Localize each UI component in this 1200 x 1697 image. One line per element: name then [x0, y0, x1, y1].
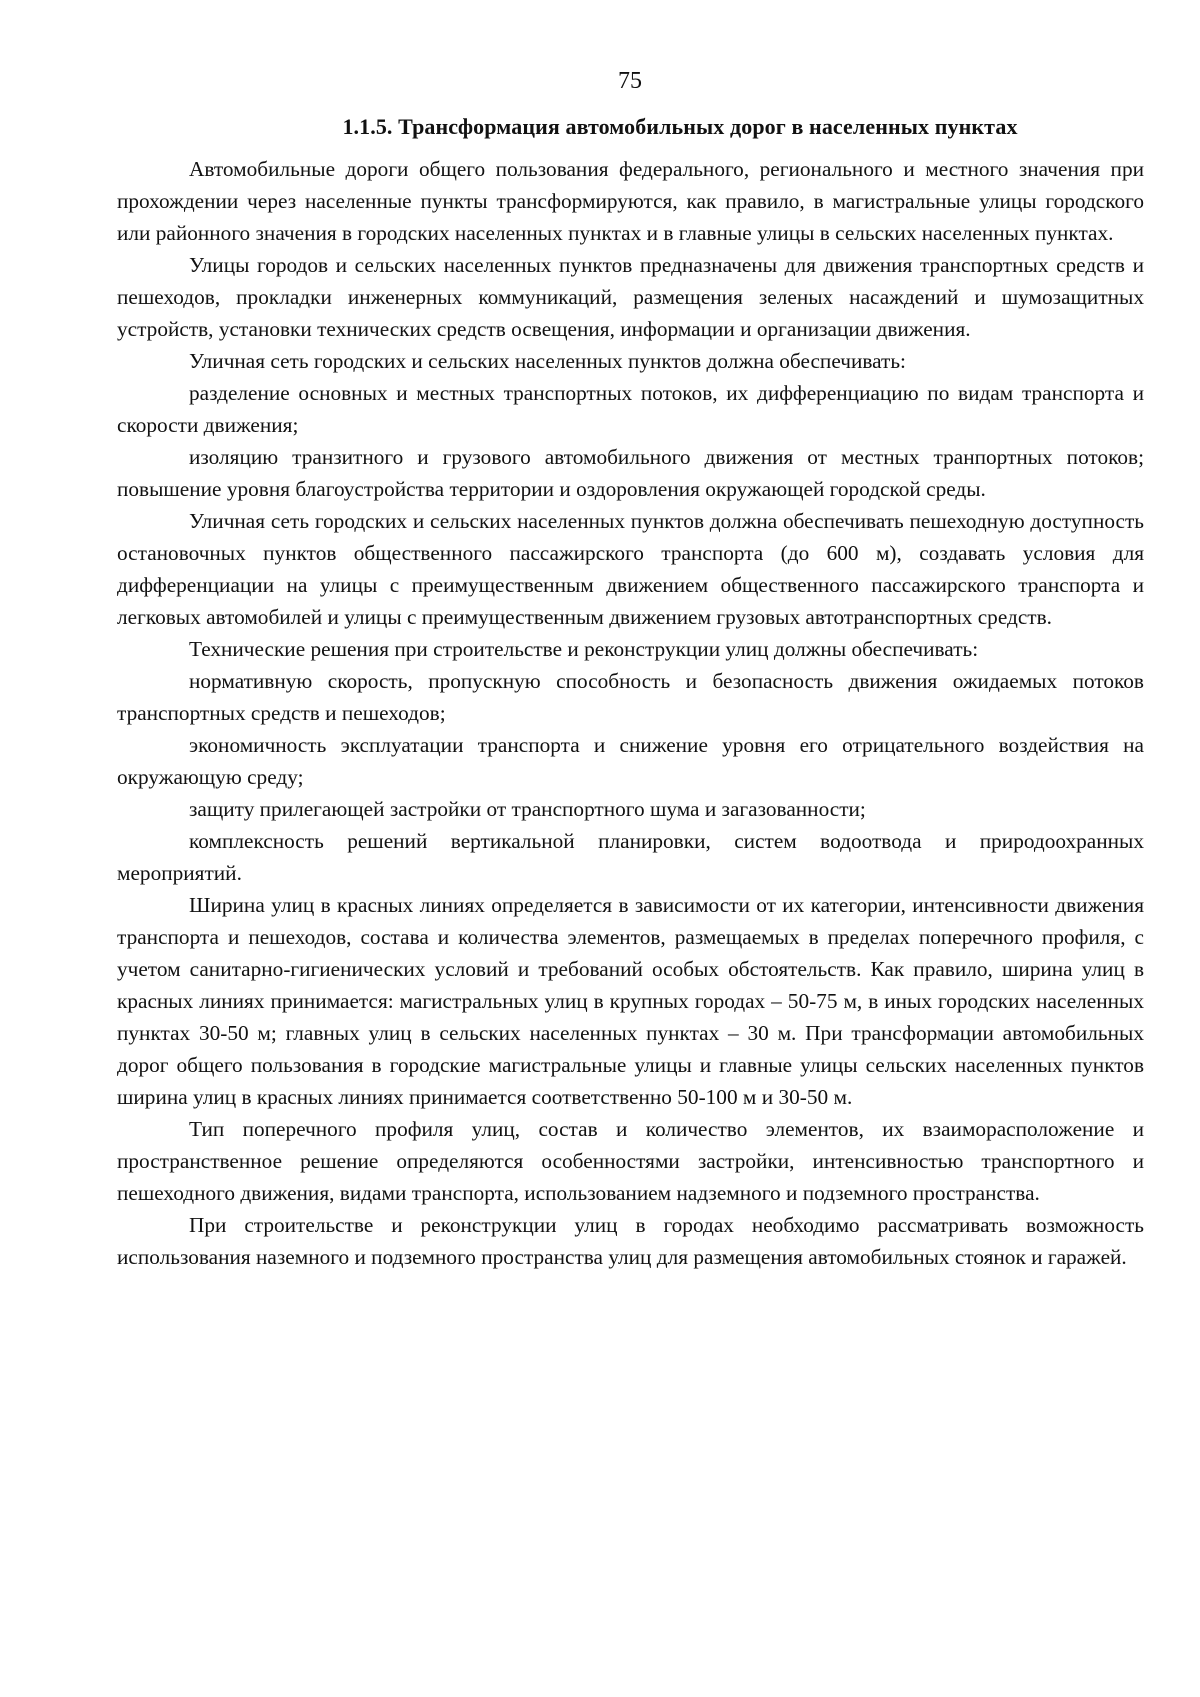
paragraph: Уличная сеть городских и сельских населенных пунктов должна обеспечивать: [189, 349, 906, 373]
paragraph: Улицы городов и сельских населенных пунктов предназначены для движения транспортных средств и пешеходов, прокладки инженерных коммуникаций, размещения зеленых насаждений и шумозащитных устройств, установки технических средств освещения, информации и организации движения. [117, 253, 1144, 341]
list-item: изоляцию транзитного и грузового автомобильного движения от местных транпортных потоков; повышение уровня благоустройства территории и оздоровления окружающей городской среды. [117, 445, 1144, 501]
paragraph: Уличная сеть городских и сельских населенных пунктов должна обеспечивать пешеходную доступность остановочных пунктов общественного пассажирского транспорта (до 600 м), создавать условия для дифференциации на улицы с преимущественным движением общественного пассажирского транспорта и легковых автомобилей и улицы с преимущественным движением грузовых автотранспортных средств. [117, 509, 1144, 629]
list-item: комплексность решений вертикальной планировки, систем водоотвода и природоохранных мероприятий. [117, 829, 1144, 885]
list-item: разделение основных и местных транспортных потоков, их дифференциацию по видам транспорта и скорости движения; [117, 381, 1144, 437]
list-item: нормативную скорость, пропускную способность и безопасность движения ожидаемых потоков транспортных средств и пешеходов; [117, 669, 1144, 725]
list-item: защиту прилегающей застройки от транспортного шума и загазованности; [189, 797, 866, 821]
paragraph: Автомобильные дороги общего пользования федерального, регионального и местного значения при прохождении через населенные пункты трансформируются, как правило, в магистральные улицы городского или районного значения в городских населенных пунктах и в главные улицы в сельских населенных пунктах. [117, 157, 1144, 245]
body-text [117, 153, 1144, 1273]
paragraph: Тип поперечного профиля улиц, состав и количество элементов, их взаиморасположение и пространственное решение определяются особенностями застройки, интенсивностью транспортного и пешеходного движения, видами транспорта, использованием надземного и подземного пространства. [117, 1117, 1144, 1205]
paragraph: Ширина улиц в красных линиях определяется в зависимости от их категории, интенсивности движения транспорта и пешеходов, состава и количества элементов, размещаемых в пределах поперечного профиля, с учетом санитарно-гигиенических условий и требований особых обстоятельств. Как правило, ширина улиц в красных линиях принимается: магистральных улиц в крупных городах – 50-75 м, в иных городских населенных пунктах 30-50 м; главных улиц в сельских населенных пунктах – 30 м. При трансформации автомобильных дорог общего пользования в городские магистральные улицы и главные улицы сельских населенных пунктов ширина улиц в красных линиях принимается соответственно 50-100 м и 30-50 м. [117, 893, 1144, 1109]
paragraph: При строительстве и реконструкции улиц в городах необходимо рассматривать возможность использования наземного и подземного пространства улиц для размещения автомобильных стоянок и гаражей. [117, 1213, 1144, 1269]
paragraph: Технические решения при строительстве и реконструкции улиц должны обеспечивать: [189, 637, 979, 661]
page-number: 75 [618, 68, 642, 94]
section-title: 1.1.5. Трансформация автомобильных дорог в населенных пунктах [342, 114, 1018, 139]
list-item: экономичность эксплуатации транспорта и снижение уровня его отрицательного воздействия на окружающую среду; [117, 733, 1144, 789]
